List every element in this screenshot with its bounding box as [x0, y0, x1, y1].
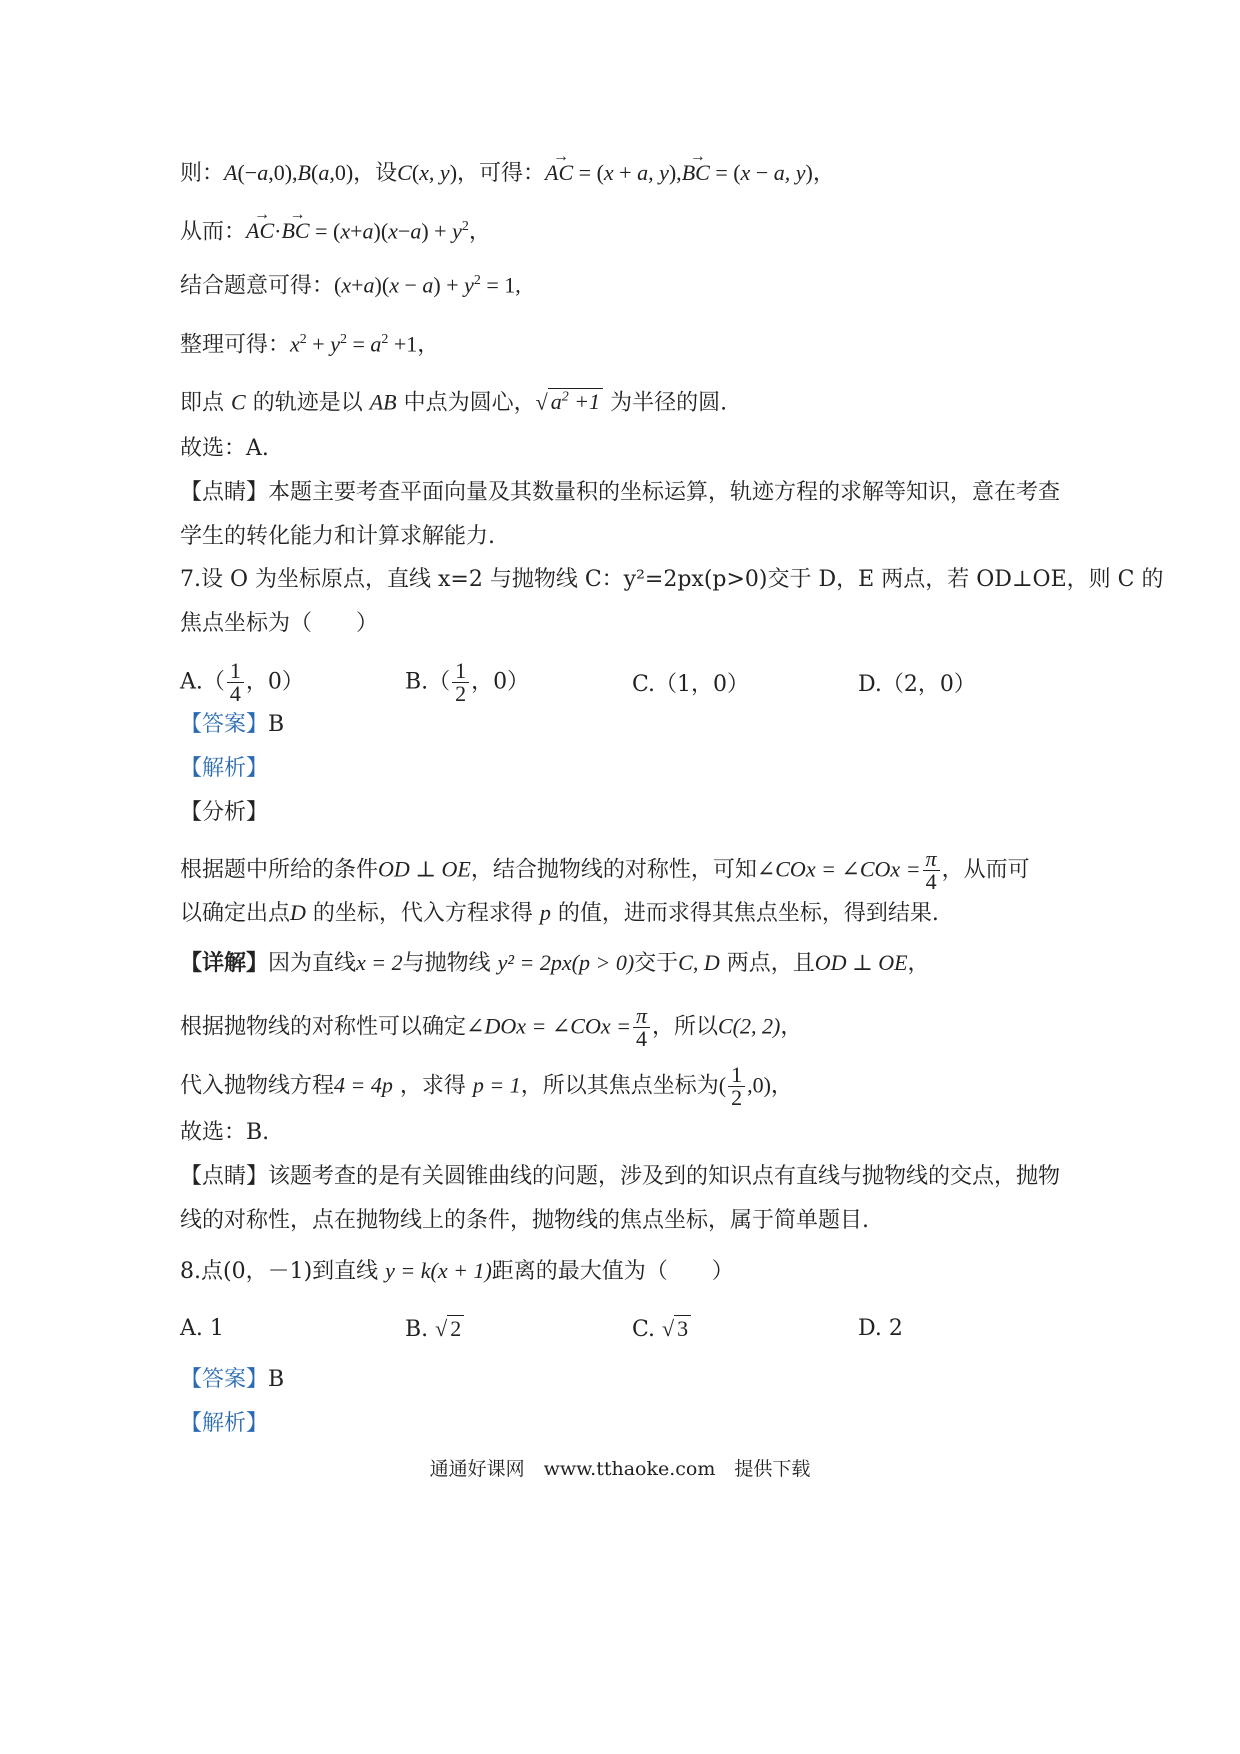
- text: 与抛物线: [402, 951, 491, 976]
- answer-tag: 【答案】: [180, 712, 269, 737]
- text: 结合题意可得：: [180, 273, 335, 299]
- line-dianjing-1: 【点睛】本题主要考查平面向量及其数量积的坐标运算，轨迹方程的求解等知识，意在考查: [180, 480, 1061, 505]
- text: B.（: [405, 669, 451, 695]
- q8-stem: [180, 1256, 1090, 1287]
- numerator: π: [923, 848, 940, 871]
- sqrt-radius: √ $a^2 +1$: [536, 383, 603, 417]
- q8-option-c: [632, 1314, 691, 1345]
- radicand: 3: [674, 1315, 691, 1341]
- math: D: [290, 900, 306, 925]
- vector-ac: → AC: [545, 158, 573, 188]
- math-points: A: [224, 160, 238, 185]
- text: 以确定出点: [180, 901, 291, 926]
- math: ,0): [747, 1072, 771, 1098]
- line-simplify: 整理可得：$x^2 + y^2 = a^2 +1$，: [180, 331, 440, 358]
- math: x = 2: [356, 950, 403, 975]
- text: ，所以: [651, 1014, 718, 1040]
- text: 则：: [180, 161, 225, 186]
- text: 从而：: [180, 219, 247, 245]
- denominator: 2: [731, 1085, 743, 1110]
- text: 的轨迹是以: [252, 390, 363, 416]
- text: 的坐标，代入方程求得: [312, 901, 533, 926]
- fraction: [227, 660, 244, 705]
- q8-options: [180, 1314, 1080, 1348]
- text: ，求得: [399, 1073, 466, 1099]
- q8-jiexi: 【解析】: [180, 1411, 269, 1436]
- math: y = k(x + 1): [385, 1258, 492, 1283]
- numerator: 1: [728, 1064, 745, 1087]
- line-vector-setup: 则：A(−a,0),B(a,0)，设C(x, y)，可得：→ AC = (x + a, y),→ BC = (x − a, y)，: [180, 158, 1090, 189]
- text: 中点为圆心，: [403, 390, 536, 416]
- math: OD ⊥ OE: [378, 856, 471, 882]
- numerator: 1: [227, 660, 244, 683]
- math: OD ⊥ OE: [814, 950, 908, 975]
- q8-option-b: [405, 1314, 464, 1345]
- line-dot-product: 从而：→ AC·→ BC = $(x+a)(x-a) + y^2$，: [180, 212, 1090, 247]
- text: ，结合抛物线的对称性，可知: [470, 857, 757, 883]
- q7-choice: 故选：B.: [180, 1120, 270, 1145]
- line-combine: 结合题意可得：$(x+a)(x - a) + y^2 = 1$,: [180, 272, 521, 299]
- math: C, D: [678, 950, 720, 975]
- q7-options: [180, 660, 1080, 710]
- denominator: 2: [455, 681, 467, 706]
- fraction: [452, 660, 469, 705]
- text: ，: [780, 1014, 803, 1040]
- q7-option-d: D.（2，0）: [858, 672, 976, 697]
- fraction-pi-4: [923, 848, 940, 893]
- sqrt: √ 2: [435, 1314, 464, 1344]
- answer-value: B: [268, 712, 285, 737]
- text: 根据抛物线的对称性可以确定: [180, 1014, 467, 1040]
- math: ∠DOx = ∠COx =: [466, 1013, 631, 1039]
- q7-jiexi: 【解析】: [180, 756, 269, 781]
- q7-option-c: C.（1，0）: [632, 672, 750, 697]
- text: ，: [907, 951, 930, 976]
- text: C: [231, 389, 246, 415]
- text: ，从而可: [941, 857, 1030, 883]
- text: 代入抛物线方程: [180, 1073, 335, 1099]
- math: y² = 2px(p > 0): [497, 950, 635, 975]
- radicand: 2: [447, 1315, 464, 1341]
- text: 8.点(0，－1)到直线: [180, 1259, 379, 1284]
- text: 为半径的圆.: [610, 390, 728, 416]
- q7-option-a: [180, 660, 304, 705]
- text: 因为直线: [268, 951, 357, 976]
- text: 两点，且: [726, 951, 815, 976]
- page-footer: 通通好课网 www.tthaoke.com 提供下载: [429, 1458, 811, 1480]
- q7-fenxi: 【分析】: [180, 800, 269, 825]
- fraction-half: [728, 1064, 745, 1109]
- denominator: 4: [925, 869, 937, 894]
- math: p = 1: [472, 1072, 521, 1098]
- detail-tag: 【详解】: [180, 950, 269, 976]
- line-choice: 故选：A.: [180, 436, 269, 461]
- numerator: π: [633, 1005, 650, 1028]
- answer-tag: 【答案】: [180, 1367, 269, 1392]
- text: 距离的最大值为（ ）: [491, 1259, 734, 1284]
- line-dianjing-2: 学生的转化能力和计算求解能力.: [180, 524, 495, 549]
- denominator: 4: [229, 681, 241, 706]
- denominator: 4: [635, 1026, 647, 1051]
- text: C.: [632, 1317, 656, 1342]
- text: AB: [369, 389, 397, 415]
- text: B.: [405, 1317, 429, 1342]
- text: ，: [770, 1073, 793, 1099]
- q7-analysis-1: [180, 848, 1090, 893]
- q7-detail-2: [180, 1005, 1090, 1050]
- math: ∠COx = ∠COx =: [756, 856, 921, 882]
- q7-analysis-2: [180, 898, 1090, 929]
- text: 根据题中所给的条件: [180, 857, 379, 883]
- sqrt: √ 3: [662, 1314, 691, 1344]
- line-locus: [180, 383, 1090, 418]
- math: p: [539, 900, 551, 925]
- text: ，0）: [245, 669, 304, 695]
- q8-option-d: D. 2: [858, 1316, 903, 1341]
- text: A.（: [180, 669, 225, 695]
- text: ，0）: [471, 669, 530, 695]
- numerator: 1: [452, 660, 469, 683]
- math: C(2, 2): [718, 1013, 781, 1039]
- fraction-pi-4: [633, 1005, 650, 1050]
- text: 交于: [634, 951, 679, 976]
- q7-stem-2: 焦点坐标为（ ）: [180, 611, 379, 636]
- math: 4 = 4p: [334, 1072, 393, 1098]
- q7-option-b: [405, 660, 529, 705]
- q7-dianjing-2: 线的对称性，点在抛物线上的条件，抛物线的焦点坐标，属于简单题目.: [180, 1208, 869, 1233]
- answer-value: B: [268, 1367, 285, 1392]
- vector-bc: → BC: [682, 158, 710, 188]
- text: 整理可得：: [180, 332, 291, 358]
- text: 即点: [180, 390, 225, 416]
- q8-option-a: A. 1: [180, 1316, 224, 1341]
- text: ，可得：: [457, 161, 546, 186]
- q7-dianjing-1: 【点睛】该题考查的是有关圆锥曲线的问题，涉及到的知识点有直线与抛物线的交点，抛物: [180, 1164, 1061, 1189]
- q8-answer: [180, 1365, 1090, 1395]
- q7-answer: [180, 710, 1090, 740]
- q7-detail-1: [180, 948, 1090, 979]
- text: ，所以其焦点坐标为: [520, 1073, 719, 1099]
- q7-detail-3: 代入抛物线方程4 = 4p ，求得 p = 1，所以其焦点坐标为( $\frac{1}{2}$ ,0)，: [180, 1062, 793, 1110]
- text: 的值，进而求得其焦点坐标，得到结果.: [557, 901, 939, 926]
- text: ，设: [353, 161, 398, 186]
- q7-stem-1: 7.设 O 为坐标原点，直线 x=2 与抛物线 C：y²=2px(p>0)交于 D，E 两点，若 OD⊥OE，则 C 的: [180, 567, 1164, 592]
